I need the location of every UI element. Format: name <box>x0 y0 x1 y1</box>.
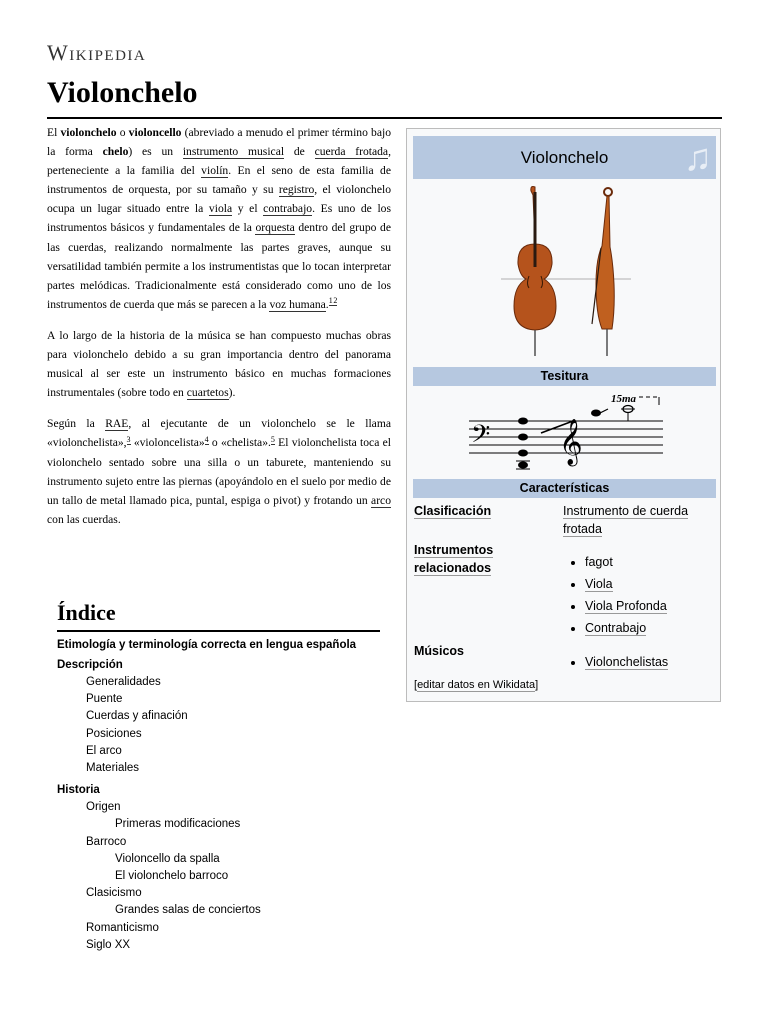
toc-link-origen[interactable]: Origen <box>86 801 121 814</box>
toc-list <box>57 638 380 954</box>
text: . <box>325 297 329 311</box>
text: . En el seno de esta familia de instrumentos de orquesta, por su tamaño y su <box>47 164 391 197</box>
link-registro[interactable]: registro <box>278 183 315 197</box>
toc-entry <box>86 851 380 885</box>
relacionados-label <box>414 541 534 577</box>
infobox <box>406 128 721 702</box>
link-contrabajo-related[interactable]: Contrabajo <box>585 621 647 635</box>
edit-wikidata-link[interactable]: editar datos en Wikidata <box>417 679 536 691</box>
list-item <box>585 595 667 617</box>
toc-item <box>57 638 380 652</box>
text: . Es uno de los instrumentos básicos y fundamentales de la <box>47 202 391 235</box>
toc-link-posiciones[interactable]: Posiciones <box>86 727 142 740</box>
link-voz-humana[interactable]: voz humana <box>269 297 326 311</box>
toc-link-etimologia[interactable]: Etimología y terminología correcta en lengua española <box>57 639 357 651</box>
toc-link-puente[interactable]: Puente <box>86 693 123 706</box>
page-title: Violonchelo <box>47 76 198 109</box>
link-cuartetos[interactable]: cuartetos <box>186 386 229 400</box>
link-arco[interactable]: arco <box>371 493 391 507</box>
text-fagot: fagot <box>585 555 613 569</box>
toc-sublist <box>57 674 380 777</box>
bracket: ] <box>535 679 539 691</box>
ottava-label: 15ma <box>611 393 637 405</box>
text: o <box>116 126 129 139</box>
link-viola-profonda[interactable]: Viola Profonda <box>585 599 667 613</box>
link-viola[interactable]: viola <box>208 202 233 216</box>
text: A lo largo de la historia de la música se han compuesto muchas obras para violonchelo debido a su gran importancia dentro del panorama musical al ser este un instrumento básico en muchas formaciones instrumentales (sobre todo en <box>47 328 391 400</box>
toc-link-primeras-modificaciones[interactable]: Primeras modificaciones <box>115 818 241 831</box>
toc-link-descripcion[interactable]: Descripción <box>57 659 123 671</box>
text: y el <box>232 202 264 216</box>
text: ) es un <box>128 145 183 159</box>
bracket: [ <box>414 679 418 691</box>
toc-link-generalidades[interactable]: Generalidades <box>86 676 161 688</box>
list-item <box>585 617 667 639</box>
toc-link-violoncello-da-spalla[interactable]: Violoncello da spalla <box>115 852 220 865</box>
toc-link-historia[interactable]: Historia <box>57 784 100 797</box>
link-instrumento-musical[interactable]: instrumento musical <box>182 145 285 159</box>
treble-clef-icon: 𝄞 <box>559 419 583 465</box>
bass-clef-icon: 𝄢 <box>471 420 491 455</box>
high-note <box>591 410 601 417</box>
text: con las cuerdas. <box>47 512 121 526</box>
article-body <box>47 123 391 541</box>
cello-image[interactable] <box>497 184 637 359</box>
text: o «chelista». <box>208 436 271 450</box>
label-text[interactable]: Clasificación <box>414 504 492 518</box>
citation-5[interactable]: 5 <box>270 434 275 444</box>
text: , al ejecutante de un violonchelo se le llama «violonchelista», <box>47 417 391 450</box>
musicos-list <box>567 651 668 673</box>
toc-link-siglo-xx[interactable]: Siglo XX <box>86 938 131 951</box>
citation-3[interactable]: 3 <box>126 434 131 444</box>
toc-entry <box>86 816 380 833</box>
text: «violoncelista» <box>130 436 205 450</box>
table-of-contents <box>57 600 380 954</box>
caracteristicas-header: Características <box>413 479 716 498</box>
term-violonchelo: violonchelo <box>60 126 117 139</box>
gliss-line-2 <box>600 409 608 413</box>
link-orquesta[interactable]: orquesta <box>255 221 295 235</box>
citation-2[interactable]: 2 <box>333 295 338 305</box>
paragraph-intro <box>47 123 391 314</box>
label-text[interactable]: Instrumentos relacionados <box>414 543 494 575</box>
link-contrabajo[interactable]: contrabajo <box>263 202 313 216</box>
toc-link-clasicismo[interactable]: Clasicismo <box>86 887 142 900</box>
citation-1[interactable]: 1 <box>328 295 333 305</box>
infobox-header <box>413 136 716 179</box>
list-item <box>585 651 668 673</box>
edit-wikidata <box>414 679 538 691</box>
clasificacion-label <box>414 502 491 520</box>
toc-link-romanticismo[interactable]: Romanticismo <box>86 921 159 934</box>
list-item <box>585 551 667 573</box>
text: de <box>284 145 315 159</box>
musicos-label: Músicos <box>414 644 465 658</box>
toc-link-arco[interactable]: El arco <box>86 744 122 757</box>
toc-item <box>57 783 380 954</box>
toc-item <box>57 658 380 777</box>
toc-link-barroco[interactable]: Barroco <box>86 835 127 848</box>
paragraph-naming <box>47 414 391 529</box>
paragraph-history <box>47 326 391 402</box>
clasificacion-value <box>563 502 713 538</box>
text: El violonchelista toca el violonchelo sentado sobre una silla o un taburete, manteniendo su instrumento sujeto entre las piernas (apoyándolo en el suelo por medio de un tallo de metal llamado pica, puntal, espiga o pivot) y frotando un <box>47 436 391 507</box>
toc-link-materiales[interactable]: Materiales <box>86 762 140 775</box>
toc-link-violonchelo-barroco[interactable]: El violonchelo barroco <box>115 870 229 883</box>
toc-title: Índice <box>57 600 380 632</box>
citation-4[interactable]: 4 <box>204 434 209 444</box>
infobox-title: Violonchelo <box>520 147 609 167</box>
text: , el violonchelo ocupa un lugar situado entre la <box>47 183 391 216</box>
link-cuerda-frotada[interactable]: cuerda frotada <box>314 145 389 159</box>
link-instrumento-cuerda-frotada[interactable]: Instrumento de cuerda frotada <box>563 504 689 536</box>
toc-link-grandes-salas[interactable]: Grandes salas de conciertos <box>115 904 261 917</box>
title-divider <box>47 117 722 119</box>
term-violoncello: violoncello <box>128 126 182 139</box>
text: (abreviado a menudo el primer término bajo la forma <box>47 126 392 159</box>
text: El <box>47 126 61 139</box>
link-rae[interactable]: RAE <box>105 417 129 431</box>
toc-link-cuerdas[interactable]: Cuerdas y afinación <box>86 710 188 723</box>
music-note-icon: ♫ <box>683 137 712 179</box>
tesitura-header: Tesitura <box>413 367 716 386</box>
term-chelo: chelo <box>102 145 129 159</box>
cello-side-image <box>592 188 614 356</box>
text: ). <box>228 386 236 400</box>
text: Según la <box>47 417 106 431</box>
tessitura-staff-image <box>463 391 673 471</box>
link-violonchelistas[interactable]: Violonchelistas <box>585 655 669 669</box>
text: , perteneciente a la familia del <box>47 145 391 178</box>
list-item <box>585 573 667 595</box>
toc-entry <box>86 902 380 919</box>
relacionados-list <box>567 551 667 639</box>
text: dentro del grupo de las cuerdas, realizando normalmente las partes graves, aunque su versatilidad también permite a los instrumentistas que lo tocan interpretar partes melódicas. Tradicionalmente está considerado como uno de los instrumentos de cuerda que más se parecen a la <box>47 221 391 311</box>
cello-front-image <box>514 187 556 357</box>
link-violin[interactable]: violín <box>201 164 229 178</box>
link-viola-related[interactable]: Viola <box>585 577 613 591</box>
low-notes <box>516 418 530 470</box>
toc-sublist <box>57 799 380 954</box>
wikipedia-logo[interactable]: Wikipedia <box>47 40 147 65</box>
